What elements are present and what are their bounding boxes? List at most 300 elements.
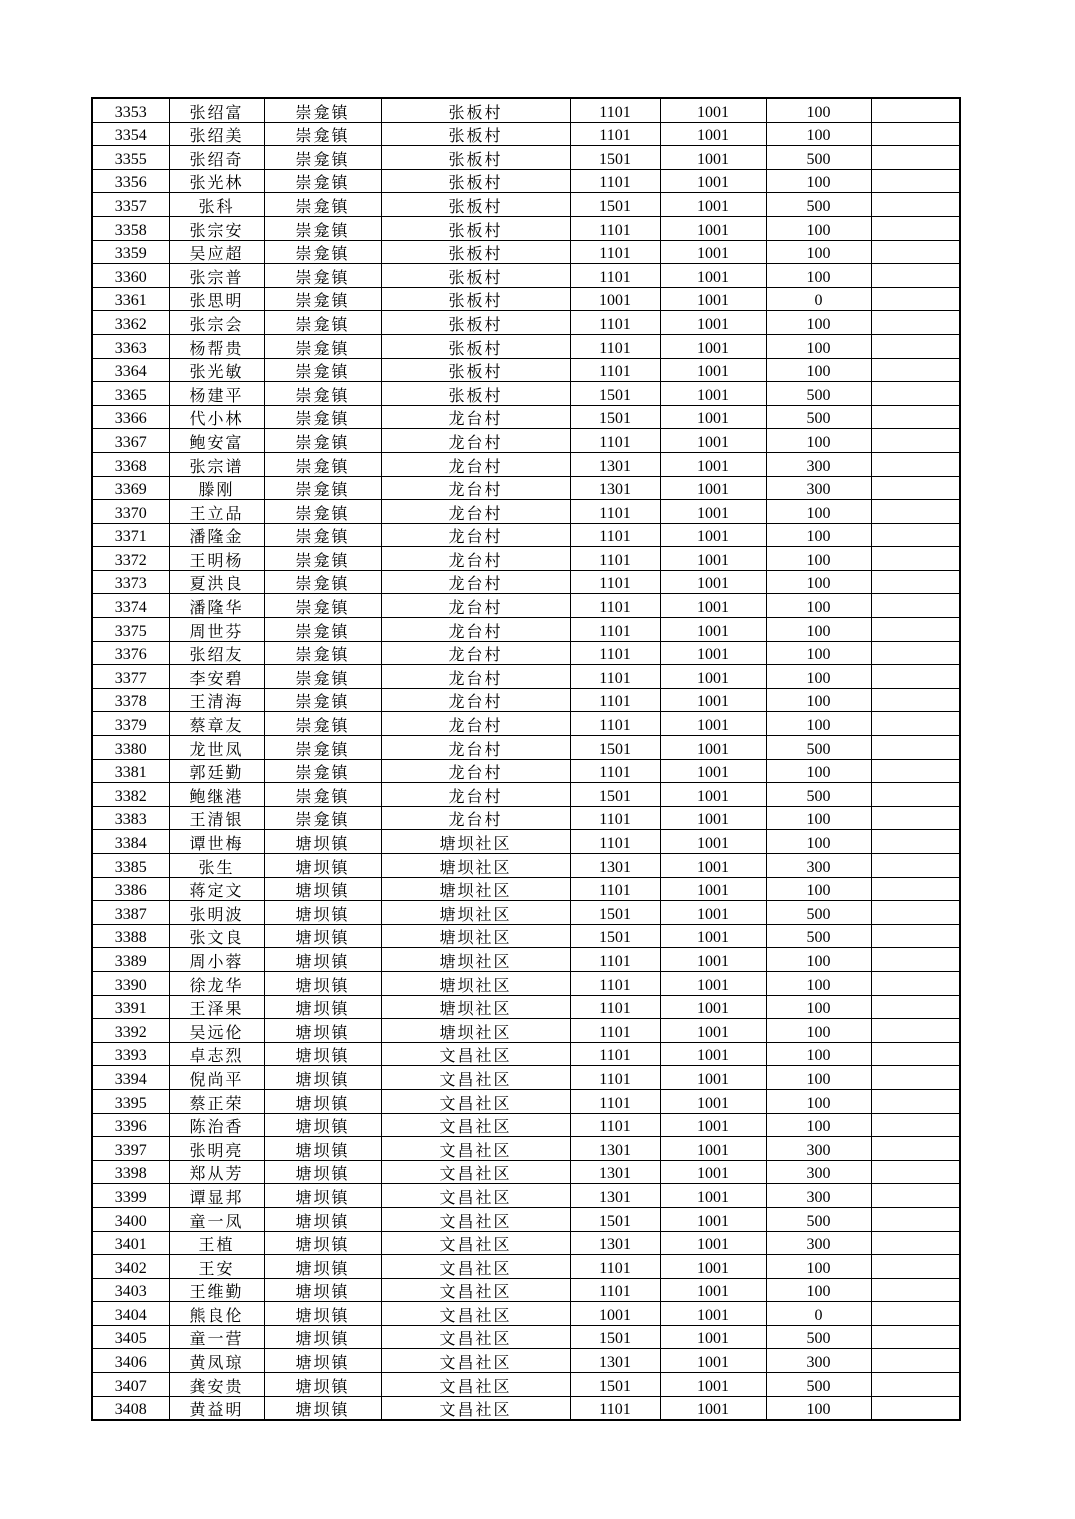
table-row: [92, 1207, 960, 1231]
name-cell: 代小林: [169, 405, 264, 429]
village-cell: 龙台村: [381, 452, 570, 476]
note-cell: [871, 712, 960, 736]
name-cell: 吴应超: [169, 240, 264, 264]
table-row: [92, 523, 960, 547]
code-b-cell: 1001: [660, 1207, 766, 1231]
code-b-cell: 1001: [660, 287, 766, 311]
note-cell: [871, 1373, 960, 1397]
village-cell: 龙台村: [381, 405, 570, 429]
village-cell: 龙台村: [381, 712, 570, 736]
note-cell: [871, 452, 960, 476]
town-cell: 崇龛镇: [264, 405, 381, 429]
table-row: [92, 641, 960, 665]
note-cell: [871, 1113, 960, 1137]
code-b-cell: 1001: [660, 476, 766, 500]
name-cell: 龚安贵: [169, 1373, 264, 1397]
code-a-cell: 1101: [570, 688, 660, 712]
code-a-cell: 1501: [570, 1207, 660, 1231]
town-cell: 崇龛镇: [264, 712, 381, 736]
code-a-cell: 1101: [570, 594, 660, 618]
row-number-cell: 3367: [92, 429, 169, 453]
code-b-cell: 1001: [660, 500, 766, 524]
code-a-cell: 1101: [570, 759, 660, 783]
name-cell: 滕刚: [169, 476, 264, 500]
table-row: [92, 854, 960, 878]
note-cell: [871, 122, 960, 146]
amount-cell: 100: [766, 712, 871, 736]
table-row: [92, 98, 960, 122]
name-cell: 杨帮贵: [169, 334, 264, 358]
note-cell: [871, 783, 960, 807]
village-cell: 龙台村: [381, 688, 570, 712]
code-a-cell: 1101: [570, 665, 660, 689]
town-cell: 塘坝镇: [264, 1137, 381, 1161]
name-cell: 张科: [169, 193, 264, 217]
name-cell: 张宗会: [169, 311, 264, 335]
code-a-cell: 1501: [570, 901, 660, 925]
town-cell: 崇龛镇: [264, 146, 381, 170]
note-cell: [871, 1066, 960, 1090]
town-cell: 崇龛镇: [264, 193, 381, 217]
name-cell: 张宗谱: [169, 452, 264, 476]
village-cell: 张板村: [381, 264, 570, 288]
code-a-cell: 1101: [570, 570, 660, 594]
town-cell: 崇龛镇: [264, 169, 381, 193]
amount-cell: 100: [766, 429, 871, 453]
code-b-cell: 1001: [660, 1066, 766, 1090]
code-a-cell: 1101: [570, 712, 660, 736]
note-cell: [871, 264, 960, 288]
row-number-cell: 3401: [92, 1231, 169, 1255]
row-number-cell: 3376: [92, 641, 169, 665]
code-a-cell: 1101: [570, 264, 660, 288]
village-cell: 塘坝社区: [381, 830, 570, 854]
table-row: [92, 382, 960, 406]
code-b-cell: 1001: [660, 1089, 766, 1113]
amount-cell: 100: [766, 688, 871, 712]
town-cell: 崇龛镇: [264, 523, 381, 547]
table-row: [92, 122, 960, 146]
table-row: [92, 830, 960, 854]
village-cell: 塘坝社区: [381, 854, 570, 878]
table-row: [92, 618, 960, 642]
village-cell: 张板村: [381, 146, 570, 170]
code-b-cell: 1001: [660, 1184, 766, 1208]
row-number-cell: 3358: [92, 216, 169, 240]
table-row: [92, 146, 960, 170]
code-a-cell: 1101: [570, 523, 660, 547]
row-number-cell: 3389: [92, 948, 169, 972]
row-number-cell: 3356: [92, 169, 169, 193]
town-cell: 崇龛镇: [264, 736, 381, 760]
amount-cell: 500: [766, 1325, 871, 1349]
note-cell: [871, 1019, 960, 1043]
row-number-cell: 3402: [92, 1255, 169, 1279]
town-cell: 崇龛镇: [264, 759, 381, 783]
row-number-cell: 3380: [92, 736, 169, 760]
amount-cell: 100: [766, 122, 871, 146]
amount-cell: 500: [766, 924, 871, 948]
note-cell: [871, 1396, 960, 1420]
name-cell: 熊良伦: [169, 1302, 264, 1326]
code-a-cell: 1101: [570, 877, 660, 901]
table-row: [92, 1349, 960, 1373]
code-a-cell: 1101: [570, 971, 660, 995]
village-cell: 龙台村: [381, 547, 570, 571]
amount-cell: 100: [766, 358, 871, 382]
note-cell: [871, 405, 960, 429]
name-cell: 黄凤琼: [169, 1349, 264, 1373]
code-b-cell: 1001: [660, 618, 766, 642]
name-cell: 童一凤: [169, 1207, 264, 1231]
name-cell: 张宗安: [169, 216, 264, 240]
amount-cell: 100: [766, 665, 871, 689]
code-b-cell: 1001: [660, 1349, 766, 1373]
table-row: [92, 901, 960, 925]
name-cell: 谭世梅: [169, 830, 264, 854]
row-number-cell: 3397: [92, 1137, 169, 1161]
table-row: [92, 924, 960, 948]
row-number-cell: 3388: [92, 924, 169, 948]
table-row: [92, 1302, 960, 1326]
note-cell: [871, 547, 960, 571]
village-cell: 张板村: [381, 358, 570, 382]
code-a-cell: 1101: [570, 830, 660, 854]
code-a-cell: 1301: [570, 1137, 660, 1161]
note-cell: [871, 1042, 960, 1066]
name-cell: 周世芬: [169, 618, 264, 642]
amount-cell: 0: [766, 287, 871, 311]
village-cell: 龙台村: [381, 429, 570, 453]
village-cell: 张板村: [381, 193, 570, 217]
code-a-cell: 1101: [570, 500, 660, 524]
table-row: [92, 1231, 960, 1255]
table-row: [92, 806, 960, 830]
name-cell: 陈治香: [169, 1113, 264, 1137]
code-b-cell: 1001: [660, 971, 766, 995]
name-cell: 张思明: [169, 287, 264, 311]
note-cell: [871, 736, 960, 760]
row-number-cell: 3394: [92, 1066, 169, 1090]
note-cell: [871, 665, 960, 689]
row-number-cell: 3361: [92, 287, 169, 311]
code-b-cell: 1001: [660, 901, 766, 925]
row-number-cell: 3365: [92, 382, 169, 406]
table-row: [92, 712, 960, 736]
note-cell: [871, 759, 960, 783]
name-cell: 王立品: [169, 500, 264, 524]
name-cell: 张生: [169, 854, 264, 878]
row-number-cell: 3403: [92, 1278, 169, 1302]
town-cell: 塘坝镇: [264, 1255, 381, 1279]
code-a-cell: 1101: [570, 1066, 660, 1090]
village-cell: 文昌社区: [381, 1160, 570, 1184]
code-b-cell: 1001: [660, 641, 766, 665]
amount-cell: 100: [766, 311, 871, 335]
note-cell: [871, 476, 960, 500]
town-cell: 崇龛镇: [264, 806, 381, 830]
code-b-cell: 1001: [660, 146, 766, 170]
town-cell: 崇龛镇: [264, 665, 381, 689]
amount-cell: 100: [766, 570, 871, 594]
code-a-cell: 1101: [570, 311, 660, 335]
village-cell: 龙台村: [381, 570, 570, 594]
note-cell: [871, 311, 960, 335]
town-cell: 塘坝镇: [264, 1019, 381, 1043]
row-number-cell: 3353: [92, 98, 169, 122]
table-row: [92, 1042, 960, 1066]
village-cell: 龙台村: [381, 806, 570, 830]
note-cell: [871, 193, 960, 217]
amount-cell: 100: [766, 830, 871, 854]
table-row: [92, 429, 960, 453]
town-cell: 崇龛镇: [264, 594, 381, 618]
row-number-cell: 3391: [92, 995, 169, 1019]
town-cell: 崇龛镇: [264, 216, 381, 240]
amount-cell: 300: [766, 1160, 871, 1184]
town-cell: 塘坝镇: [264, 1066, 381, 1090]
town-cell: 崇龛镇: [264, 429, 381, 453]
code-b-cell: 1001: [660, 193, 766, 217]
code-b-cell: 1001: [660, 240, 766, 264]
amount-cell: 100: [766, 523, 871, 547]
note-cell: [871, 1160, 960, 1184]
village-cell: 文昌社区: [381, 1373, 570, 1397]
code-a-cell: 1301: [570, 1160, 660, 1184]
town-cell: 塘坝镇: [264, 995, 381, 1019]
code-a-cell: 1301: [570, 452, 660, 476]
code-b-cell: 1001: [660, 334, 766, 358]
town-cell: 崇龛镇: [264, 264, 381, 288]
code-b-cell: 1001: [660, 382, 766, 406]
code-b-cell: 1001: [660, 452, 766, 476]
name-cell: 鲍继港: [169, 783, 264, 807]
name-cell: 夏洪良: [169, 570, 264, 594]
amount-cell: 300: [766, 1184, 871, 1208]
row-number-cell: 3374: [92, 594, 169, 618]
village-cell: 龙台村: [381, 759, 570, 783]
code-b-cell: 1001: [660, 169, 766, 193]
village-cell: 文昌社区: [381, 1231, 570, 1255]
row-number-cell: 3387: [92, 901, 169, 925]
row-number-cell: 3385: [92, 854, 169, 878]
amount-cell: 100: [766, 618, 871, 642]
code-a-cell: 1001: [570, 287, 660, 311]
note-cell: [871, 169, 960, 193]
row-number-cell: 3400: [92, 1207, 169, 1231]
row-number-cell: 3359: [92, 240, 169, 264]
name-cell: 蔡正荣: [169, 1089, 264, 1113]
amount-cell: 100: [766, 948, 871, 972]
town-cell: 塘坝镇: [264, 1184, 381, 1208]
code-b-cell: 1001: [660, 405, 766, 429]
note-cell: [871, 1302, 960, 1326]
row-number-cell: 3366: [92, 405, 169, 429]
code-a-cell: 1501: [570, 736, 660, 760]
code-a-cell: 1301: [570, 854, 660, 878]
village-cell: 文昌社区: [381, 1042, 570, 1066]
code-b-cell: 1001: [660, 830, 766, 854]
town-cell: 崇龛镇: [264, 641, 381, 665]
row-number-cell: 3377: [92, 665, 169, 689]
row-number-cell: 3368: [92, 452, 169, 476]
amount-cell: 100: [766, 216, 871, 240]
town-cell: 塘坝镇: [264, 1089, 381, 1113]
village-cell: 文昌社区: [381, 1325, 570, 1349]
town-cell: 崇龛镇: [264, 358, 381, 382]
code-b-cell: 1001: [660, 924, 766, 948]
code-b-cell: 1001: [660, 1373, 766, 1397]
amount-cell: 300: [766, 476, 871, 500]
row-number-cell: 3399: [92, 1184, 169, 1208]
village-cell: 塘坝社区: [381, 995, 570, 1019]
amount-cell: 100: [766, 1396, 871, 1420]
note-cell: [871, 594, 960, 618]
row-number-cell: 3364: [92, 358, 169, 382]
amount-cell: 300: [766, 1137, 871, 1161]
village-cell: 张板村: [381, 169, 570, 193]
code-b-cell: 1001: [660, 806, 766, 830]
village-cell: 文昌社区: [381, 1089, 570, 1113]
table-row: [92, 452, 960, 476]
code-b-cell: 1001: [660, 570, 766, 594]
code-b-cell: 1001: [660, 1019, 766, 1043]
code-b-cell: 1001: [660, 429, 766, 453]
note-cell: [871, 1184, 960, 1208]
amount-cell: 100: [766, 1089, 871, 1113]
town-cell: 塘坝镇: [264, 1278, 381, 1302]
code-a-cell: 1101: [570, 216, 660, 240]
row-number-cell: 3360: [92, 264, 169, 288]
note-cell: [871, 618, 960, 642]
note-cell: [871, 641, 960, 665]
code-b-cell: 1001: [660, 1113, 766, 1137]
code-b-cell: 1001: [660, 1278, 766, 1302]
table-row: [92, 665, 960, 689]
name-cell: 张宗普: [169, 264, 264, 288]
name-cell: 王清银: [169, 806, 264, 830]
row-number-cell: 3408: [92, 1396, 169, 1420]
town-cell: 塘坝镇: [264, 1042, 381, 1066]
town-cell: 崇龛镇: [264, 500, 381, 524]
amount-cell: 100: [766, 98, 871, 122]
town-cell: 崇龛镇: [264, 287, 381, 311]
name-cell: 张绍美: [169, 122, 264, 146]
amount-cell: 500: [766, 1207, 871, 1231]
row-number-cell: 3398: [92, 1160, 169, 1184]
table-row: [92, 1137, 960, 1161]
name-cell: 卓志烈: [169, 1042, 264, 1066]
amount-cell: 100: [766, 1255, 871, 1279]
code-b-cell: 1001: [660, 877, 766, 901]
note-cell: [871, 216, 960, 240]
name-cell: 黄益明: [169, 1396, 264, 1420]
note-cell: [871, 500, 960, 524]
table-row: [92, 783, 960, 807]
name-cell: 王维勤: [169, 1278, 264, 1302]
table-row: [92, 264, 960, 288]
code-b-cell: 1001: [660, 1160, 766, 1184]
village-cell: 龙台村: [381, 736, 570, 760]
code-a-cell: 1501: [570, 783, 660, 807]
note-cell: [871, 1325, 960, 1349]
name-cell: 张文良: [169, 924, 264, 948]
note-cell: [871, 830, 960, 854]
village-cell: 文昌社区: [381, 1066, 570, 1090]
note-cell: [871, 1137, 960, 1161]
note-cell: [871, 98, 960, 122]
village-cell: 张板村: [381, 311, 570, 335]
table-row: [92, 1373, 960, 1397]
village-cell: 龙台村: [381, 500, 570, 524]
name-cell: 杨建平: [169, 382, 264, 406]
name-cell: 王安: [169, 1255, 264, 1279]
name-cell: 张绍奇: [169, 146, 264, 170]
note-cell: [871, 523, 960, 547]
amount-cell: 100: [766, 759, 871, 783]
table-row: [92, 476, 960, 500]
code-b-cell: 1001: [660, 98, 766, 122]
code-a-cell: 1101: [570, 429, 660, 453]
code-b-cell: 1001: [660, 665, 766, 689]
code-a-cell: 1101: [570, 1113, 660, 1137]
table-row: [92, 1160, 960, 1184]
amount-cell: 100: [766, 334, 871, 358]
amount-cell: 100: [766, 1042, 871, 1066]
amount-cell: 100: [766, 547, 871, 571]
town-cell: 塘坝镇: [264, 948, 381, 972]
code-b-cell: 1001: [660, 688, 766, 712]
row-number-cell: 3372: [92, 547, 169, 571]
code-a-cell: 1101: [570, 122, 660, 146]
amount-cell: 300: [766, 1231, 871, 1255]
row-number-cell: 3382: [92, 783, 169, 807]
village-cell: 龙台村: [381, 594, 570, 618]
code-a-cell: 1101: [570, 547, 660, 571]
village-cell: 塘坝社区: [381, 948, 570, 972]
code-a-cell: 1101: [570, 641, 660, 665]
code-b-cell: 1001: [660, 995, 766, 1019]
name-cell: 王明杨: [169, 547, 264, 571]
note-cell: [871, 1278, 960, 1302]
row-number-cell: 3379: [92, 712, 169, 736]
amount-cell: 500: [766, 146, 871, 170]
village-cell: 龙台村: [381, 523, 570, 547]
note-cell: [871, 358, 960, 382]
town-cell: 塘坝镇: [264, 1325, 381, 1349]
table-row: [92, 1325, 960, 1349]
code-b-cell: 1001: [660, 1255, 766, 1279]
note-cell: [871, 429, 960, 453]
amount-cell: 100: [766, 971, 871, 995]
code-b-cell: 1001: [660, 854, 766, 878]
town-cell: 崇龛镇: [264, 240, 381, 264]
town-cell: 崇龛镇: [264, 98, 381, 122]
code-a-cell: 1501: [570, 1373, 660, 1397]
village-cell: 张板村: [381, 122, 570, 146]
code-a-cell: 1301: [570, 476, 660, 500]
amount-cell: 0: [766, 1302, 871, 1326]
note-cell: [871, 924, 960, 948]
village-cell: 龙台村: [381, 641, 570, 665]
code-a-cell: 1101: [570, 1396, 660, 1420]
note-cell: [871, 1255, 960, 1279]
amount-cell: 500: [766, 1373, 871, 1397]
village-cell: 文昌社区: [381, 1278, 570, 1302]
village-cell: 龙台村: [381, 665, 570, 689]
note-cell: [871, 948, 960, 972]
amount-cell: 300: [766, 452, 871, 476]
